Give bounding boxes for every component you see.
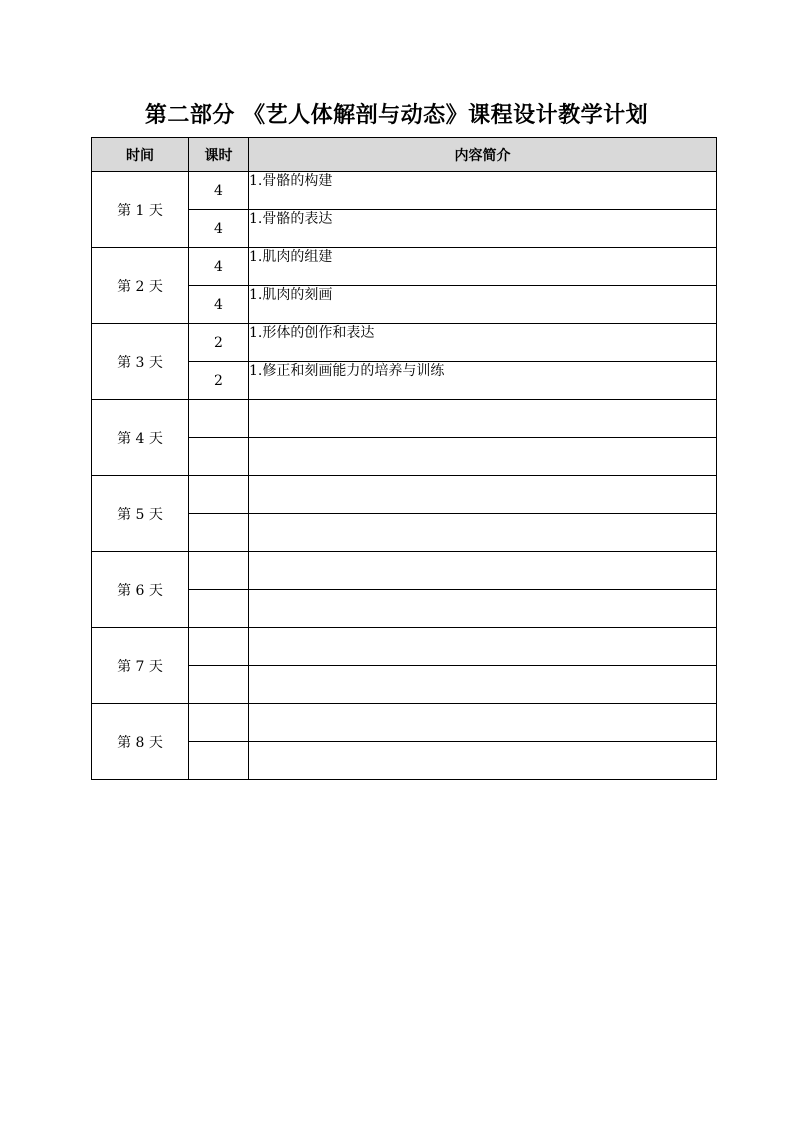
- table-row: [92, 628, 717, 666]
- session-content: [249, 476, 717, 514]
- day-label: 第 4 天: [92, 400, 189, 476]
- session-content: 1.形体的创作和表达: [249, 324, 717, 362]
- session-hours: [189, 666, 249, 704]
- session-hours: [189, 476, 249, 514]
- header-content: 内容简介: [249, 138, 717, 172]
- session-content: [249, 666, 717, 704]
- header-hours: 课时: [189, 138, 249, 172]
- table-row: [92, 552, 717, 590]
- session-content: 1.骨骼的表达: [249, 210, 717, 248]
- day-label: 第 5 天: [92, 476, 189, 552]
- session-content: [249, 742, 717, 780]
- session-hours: [189, 704, 249, 742]
- session-hours: [189, 438, 249, 476]
- table-row: [92, 248, 717, 286]
- day-label: 第 3 天: [92, 324, 189, 400]
- header-time: 时间: [92, 138, 189, 172]
- table-row: [92, 172, 717, 210]
- schedule-table: [91, 137, 717, 780]
- session-hours: [189, 552, 249, 590]
- session-hours: 4: [189, 210, 249, 248]
- session-content: [249, 552, 717, 590]
- session-hours: 2: [189, 362, 249, 400]
- session-hours: 4: [189, 248, 249, 286]
- session-hours: [189, 514, 249, 552]
- day-label: 第 1 天: [92, 172, 189, 248]
- session-content: [249, 438, 717, 476]
- session-content: [249, 628, 717, 666]
- table-row: [92, 476, 717, 514]
- table-row: [92, 324, 717, 362]
- session-hours: 4: [189, 286, 249, 324]
- session-hours: [189, 400, 249, 438]
- document-title: 第二部分 《艺人体解剖与动态》课程设计教学计划: [144, 103, 649, 128]
- session-content: [249, 590, 717, 628]
- session-hours: 4: [189, 172, 249, 210]
- session-content: 1.骨骼的构建: [249, 172, 717, 210]
- session-hours: [189, 590, 249, 628]
- table-body: [92, 172, 717, 780]
- day-label: 第 7 天: [92, 628, 189, 704]
- day-label: 第 2 天: [92, 248, 189, 324]
- session-hours: 2: [189, 324, 249, 362]
- session-content: [249, 514, 717, 552]
- day-label: 第 8 天: [92, 704, 189, 780]
- table-row: [92, 400, 717, 438]
- session-content: [249, 400, 717, 438]
- session-content: 1.肌肉的刻画: [249, 286, 717, 324]
- session-content: 1.肌肉的组建: [249, 248, 717, 286]
- session-hours: [189, 628, 249, 666]
- session-content: [249, 704, 717, 742]
- day-label: 第 6 天: [92, 552, 189, 628]
- session-hours: [189, 742, 249, 780]
- session-content: 1.修正和刻画能力的培养与训练: [249, 362, 717, 400]
- table-header-row: [92, 138, 717, 172]
- table-row: [92, 704, 717, 742]
